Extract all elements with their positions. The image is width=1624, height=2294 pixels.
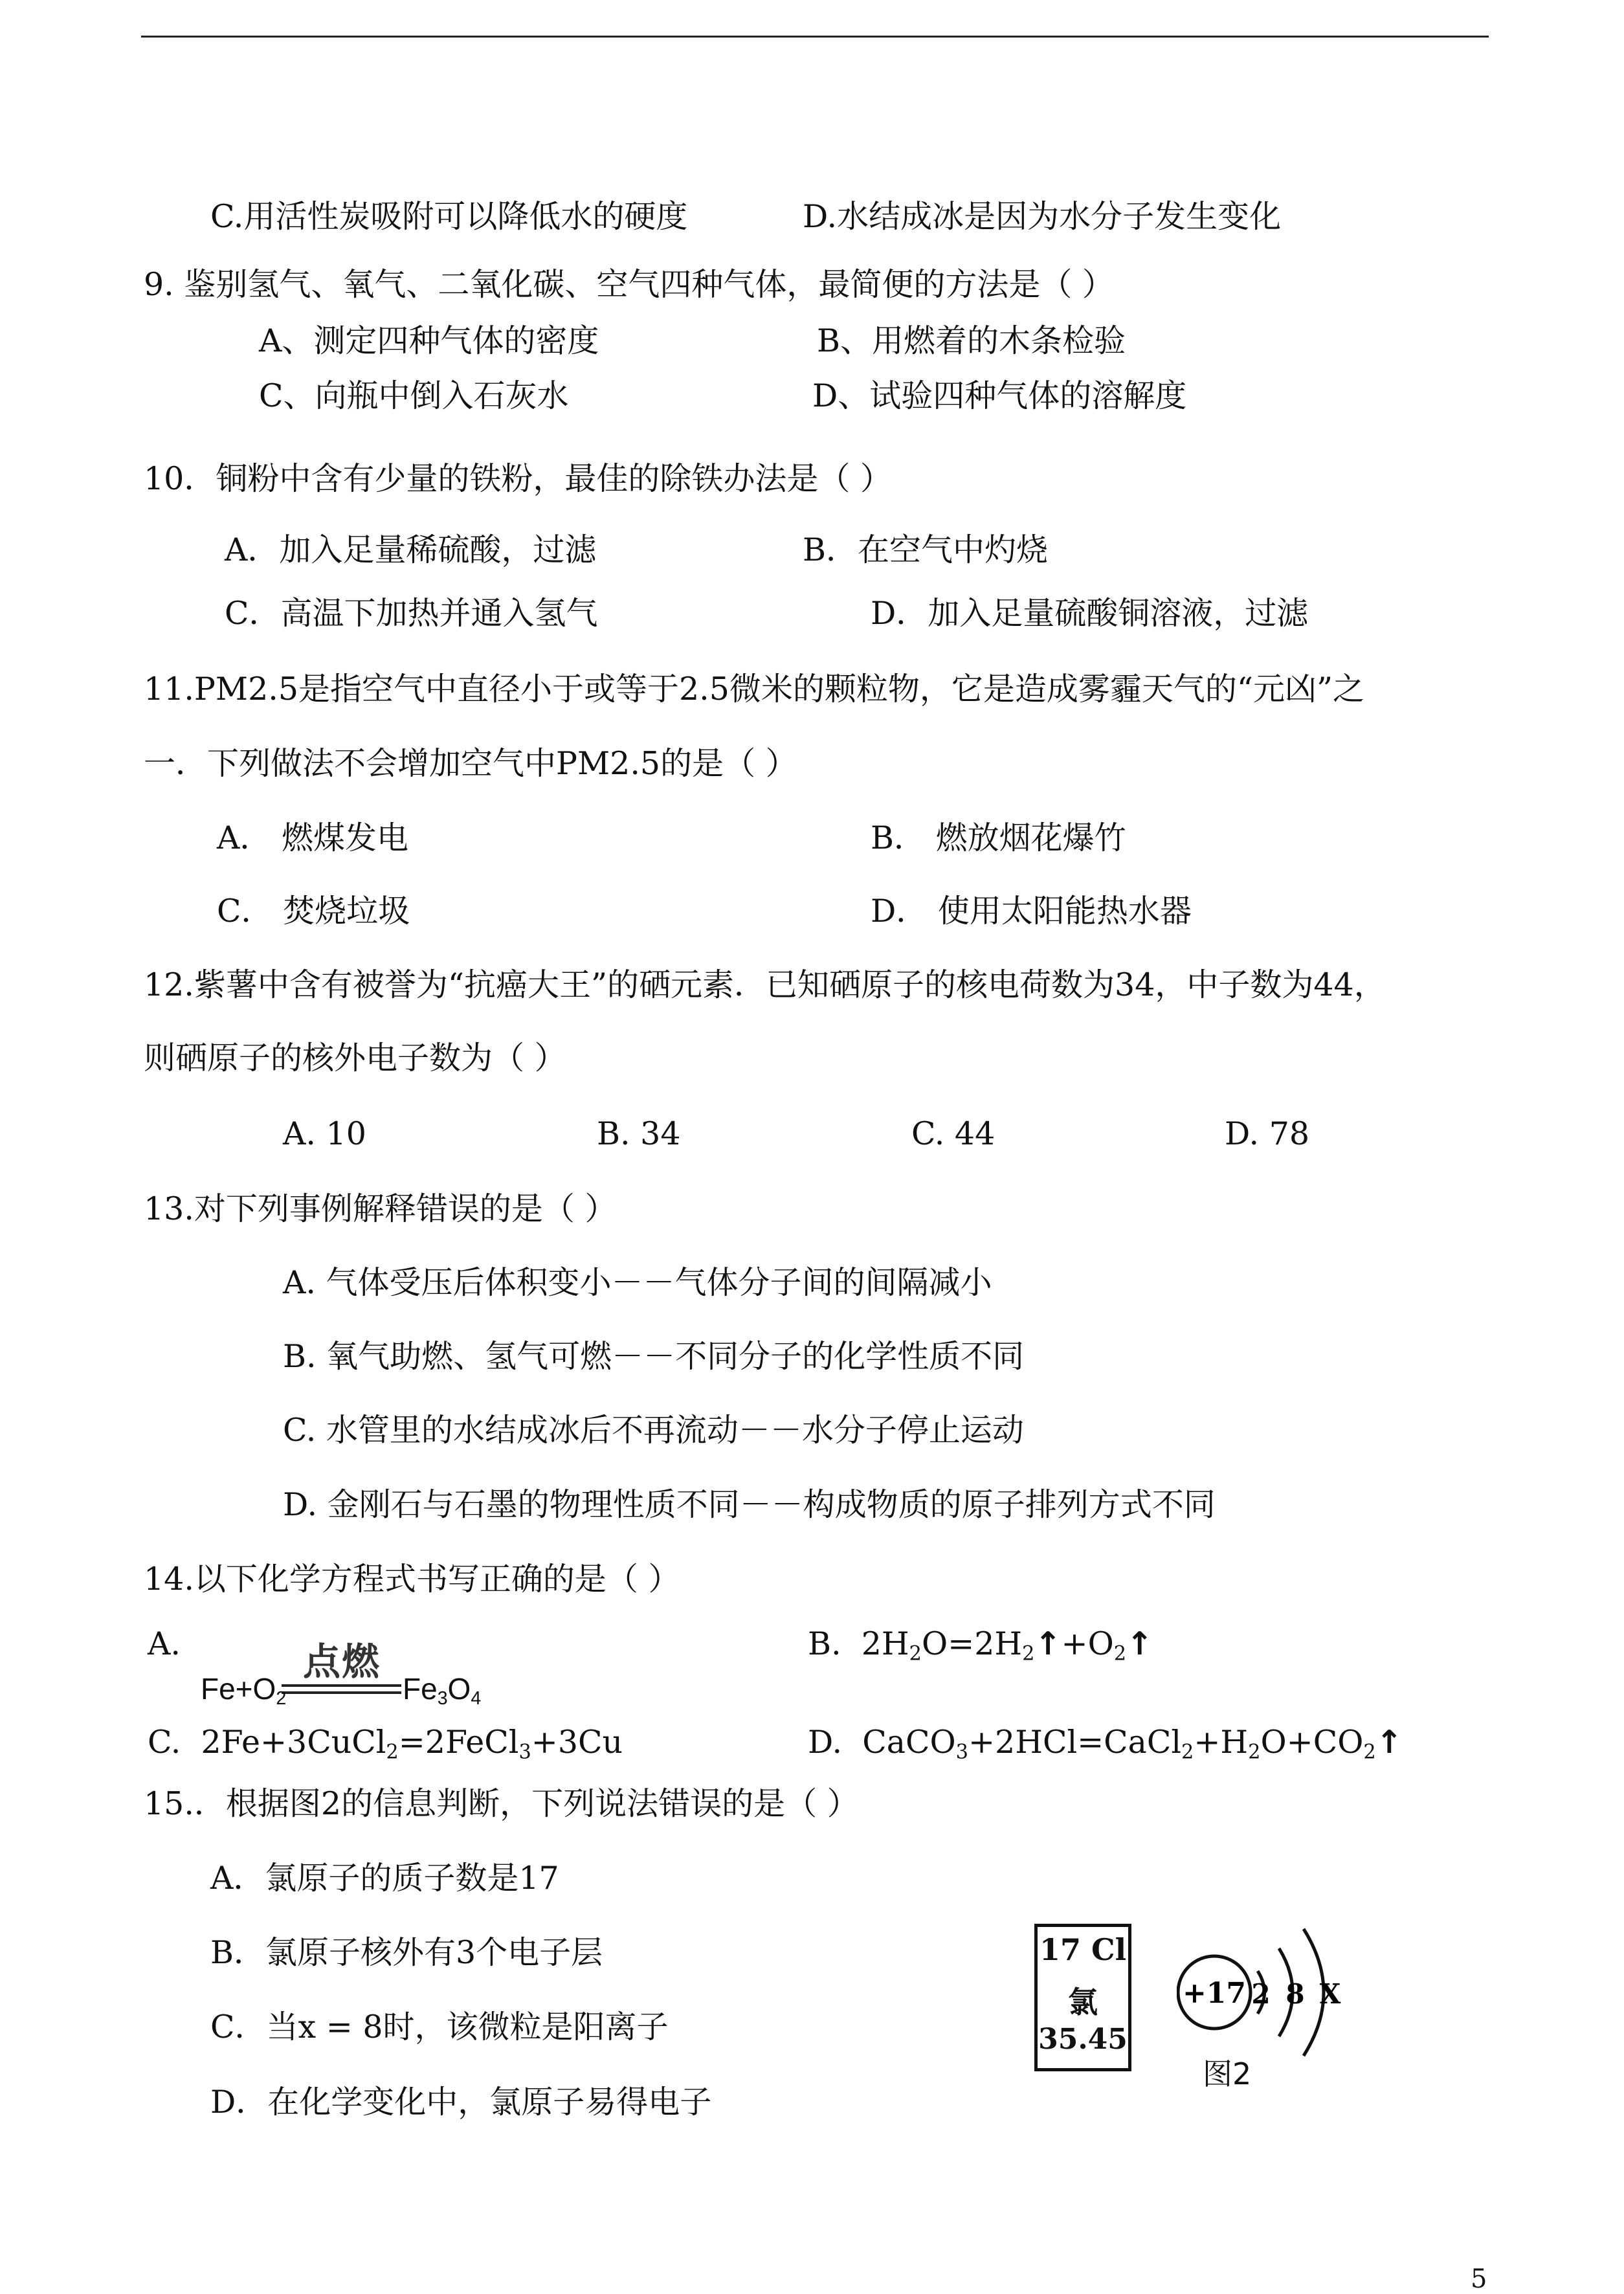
q13-option-c: C. 水管里的水结成冰后不再流动－－水分子停止运动 bbox=[283, 1412, 1024, 1449]
shell-3-electrons: X bbox=[1319, 1978, 1341, 2010]
page-number: 5 bbox=[1471, 2264, 1487, 2294]
shell-1-electrons: 2 bbox=[1251, 1978, 1271, 2010]
equation-a-products: $Fe_3O_4$ bbox=[403, 1672, 482, 1709]
nucleus-charge: +17 bbox=[1182, 1977, 1247, 2010]
q14-option-a-label: A. bbox=[148, 1625, 181, 1662]
q8-option-c: C.用活性炭吸附可以降低水的硬度 bbox=[210, 198, 688, 235]
shell-2-electrons: 8 bbox=[1285, 1978, 1305, 2010]
q14-option-d: D. $CaCO_3+2HCl=CaCl_2+H_2O+CO_2↑$ bbox=[808, 1724, 1403, 1764]
q11-option-b: B． 燃放烟花爆竹 bbox=[871, 819, 1126, 856]
q13-stem: 13.对下列事例解释错误的是（ ） bbox=[144, 1190, 617, 1227]
q13-option-b: B. 氧气助燃、氢气可燃－－不同分子的化学性质不同 bbox=[283, 1338, 1025, 1375]
q10-option-b: B．在空气中灼烧 bbox=[803, 531, 1049, 568]
q14-option-c: C. 2Fe+3CuCl$_2$=2FeCl$_3$+3Cu bbox=[148, 1724, 623, 1764]
q15-option-c: C．当x = 8时，该微粒是阳离子 bbox=[210, 2009, 669, 2045]
q12-option-d: D. 78 bbox=[1225, 1115, 1310, 1152]
equation-double-line bbox=[282, 1684, 401, 1687]
equation-double-line-lower bbox=[282, 1691, 401, 1694]
q12-stem-line2: 则硒原子的核外电子数为（ ） bbox=[144, 1040, 566, 1076]
q12-option-c: C. 44 bbox=[911, 1115, 996, 1152]
equation-a-reactants: $Fe+O_2$ bbox=[201, 1672, 287, 1709]
element-mass: 35.45 bbox=[1038, 2023, 1128, 2056]
figure-caption: 图2 bbox=[1203, 2056, 1252, 2091]
q13-option-a: A. 气体受压后体积变小－－气体分子间的间隔减小 bbox=[283, 1264, 992, 1301]
q10-option-d: D．加入足量硫酸铜溶液，过滤 bbox=[871, 595, 1309, 632]
q11-option-c: C． 焚烧垃圾 bbox=[217, 893, 410, 930]
q15-stem: 15.．根据图2的信息判断，下列说法错误的是（ ） bbox=[144, 1785, 859, 1822]
q13-option-d: D. 金刚石与石墨的物理性质不同－－构成物质的原子排列方式不同 bbox=[283, 1486, 1216, 1523]
q14-stem: 14.以下化学方程式书写正确的是（ ） bbox=[144, 1561, 680, 1598]
q9-option-d: D、试验四种气体的溶解度 bbox=[812, 377, 1187, 414]
element-name: 氯 bbox=[1068, 1985, 1098, 2020]
header-rule bbox=[141, 36, 1489, 38]
q9-option-a: A、测定四种气体的密度 bbox=[259, 322, 599, 359]
q10-stem: 10．铜粉中含有少量的铁粉，最佳的除铁办法是（ ） bbox=[144, 460, 892, 497]
q14-option-b: B. $2H_2O=2H_2↑+O_2↑$ bbox=[808, 1625, 1153, 1665]
q11-stem-line2: 一．下列做法不会增加空气中PM2.5的是（ ） bbox=[144, 745, 797, 782]
q9-stem: 9. 鉴别氢气、氧气、二氧化碳、空气四种气体，最简便的方法是（ ） bbox=[144, 266, 1114, 303]
q11-stem-line1: 11.PM2.5是指空气中直径小于或等于2.5微米的颗粒物，它是造成雾霾天气的“元凶”之 bbox=[144, 671, 1365, 707]
q9-option-c: C、向瓶中倒入石灰水 bbox=[259, 377, 569, 414]
q15-option-d: D．在化学变化中，氯原子易得电子 bbox=[210, 2084, 712, 2121]
element-cell-chlorine bbox=[1034, 1924, 1131, 2071]
q15-option-b: B．氯原子核外有3个电子层 bbox=[210, 1934, 603, 1971]
q8-option-d: D.水结成冰是因为水分子发生变化 bbox=[803, 198, 1282, 235]
reaction-condition: 点燃 bbox=[303, 1640, 381, 1684]
q15-option-a: A．氯原子的质子数是17 bbox=[210, 1860, 559, 1897]
q12-stem-line1: 12.紫薯中含有被誉为“抗癌大王”的硒元素．已知硒原子的核电荷数为34，中子数为44， bbox=[144, 966, 1386, 1003]
q9-option-b: B、用燃着的木条检验 bbox=[817, 322, 1126, 359]
element-number-symbol: 17 Cl bbox=[1039, 1932, 1127, 1967]
q10-option-a: A．加入足量稀硫酸，过滤 bbox=[225, 531, 597, 568]
q14-equation-a bbox=[201, 1631, 537, 1722]
q12-option-a: A. 10 bbox=[283, 1115, 366, 1152]
q10-option-c: C．高温下加热并通入氢气 bbox=[225, 595, 598, 632]
q12-option-b: B. 34 bbox=[597, 1115, 681, 1152]
q11-option-a: A． 燃煤发电 bbox=[217, 819, 408, 856]
q11-option-d: D． 使用太阳能热水器 bbox=[871, 893, 1192, 930]
